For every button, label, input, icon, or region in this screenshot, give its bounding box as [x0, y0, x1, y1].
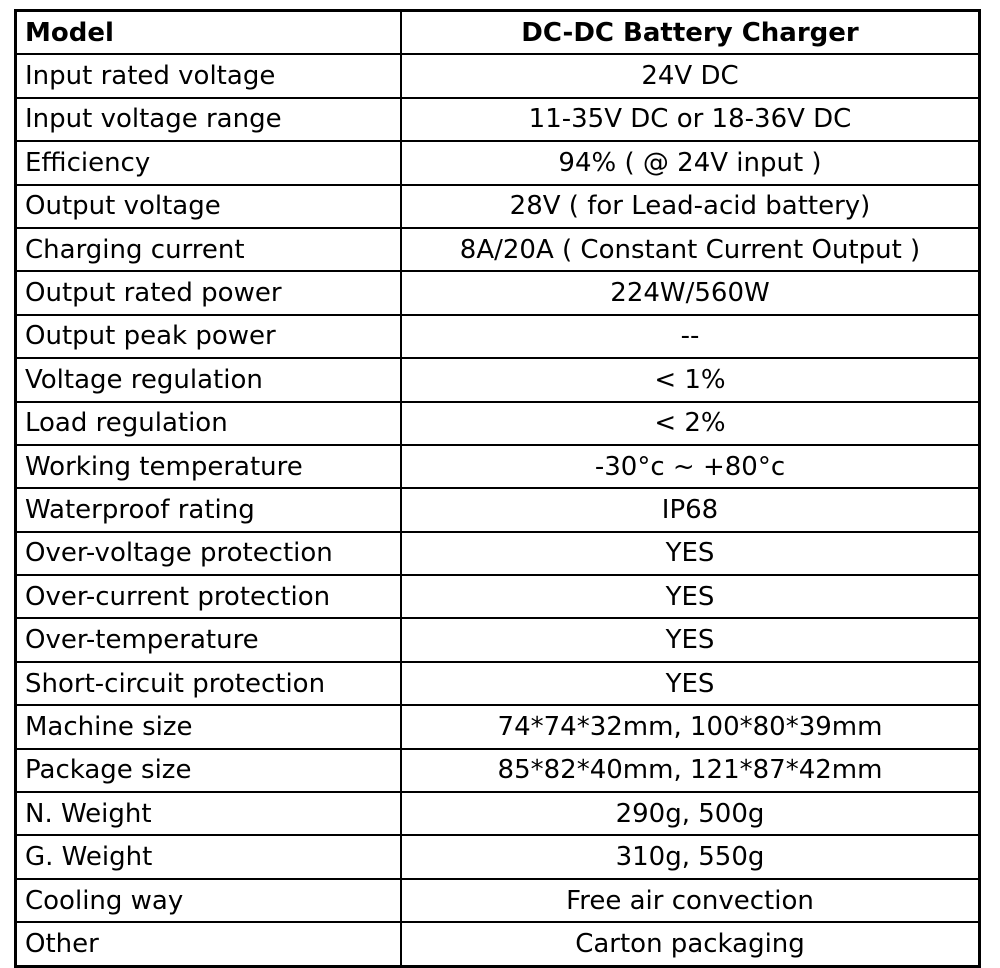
spec-label: Charging current: [16, 228, 402, 271]
spec-header-row: [16, 11, 980, 55]
spec-value: 85*82*40mm, 121*87*42mm: [401, 749, 980, 792]
spec-value: Carton packaging: [401, 922, 980, 966]
spec-value: YES: [401, 532, 980, 575]
spec-label: Other: [16, 922, 402, 966]
spec-label: Output peak power: [16, 315, 402, 358]
spec-row: [16, 575, 980, 618]
spec-value: 74*74*32mm, 100*80*39mm: [401, 705, 980, 748]
spec-value: Free air convection: [401, 879, 980, 922]
spec-value: YES: [401, 662, 980, 705]
spec-label: Package size: [16, 749, 402, 792]
spec-label: Over-temperature: [16, 618, 402, 661]
spec-label: Cooling way: [16, 879, 402, 922]
spec-label: Machine size: [16, 705, 402, 748]
spec-value: 11-35V DC or 18-36V DC: [401, 98, 980, 141]
spec-value: 28V ( for Lead-acid battery): [401, 185, 980, 228]
spec-label: Input rated voltage: [16, 54, 402, 97]
spec-row: [16, 488, 980, 531]
spec-row: [16, 141, 980, 184]
spec-row: [16, 792, 980, 835]
spec-value: 24V DC: [401, 54, 980, 97]
spec-value: --: [401, 315, 980, 358]
spec-row: [16, 662, 980, 705]
spec-value: < 1%: [401, 358, 980, 401]
spec-label: Over-current protection: [16, 575, 402, 618]
spec-row: [16, 835, 980, 878]
spec-row: [16, 749, 980, 792]
spec-row: [16, 445, 980, 488]
spec-label: Output rated power: [16, 271, 402, 314]
spec-row: [16, 705, 980, 748]
spec-header-label: Model: [16, 11, 402, 55]
spec-label: Voltage regulation: [16, 358, 402, 401]
spec-label: Over-voltage protection: [16, 532, 402, 575]
spec-label: Output voltage: [16, 185, 402, 228]
spec-label: Waterproof rating: [16, 488, 402, 531]
spec-row: [16, 271, 980, 314]
spec-row: [16, 402, 980, 445]
spec-label: Efficiency: [16, 141, 402, 184]
spec-row: [16, 618, 980, 661]
spec-value: -30°c ~ +80°c: [401, 445, 980, 488]
spec-value: IP68: [401, 488, 980, 531]
spec-label: Short-circuit protection: [16, 662, 402, 705]
spec-value: 8A/20A ( Constant Current Output ): [401, 228, 980, 271]
spec-row: [16, 228, 980, 271]
spec-value: YES: [401, 618, 980, 661]
spec-row: [16, 532, 980, 575]
spec-value: YES: [401, 575, 980, 618]
spec-row: [16, 879, 980, 922]
spec-table: [14, 9, 981, 968]
spec-value: 94% ( @ 24V input ): [401, 141, 980, 184]
spec-label: Load regulation: [16, 402, 402, 445]
spec-label: G. Weight: [16, 835, 402, 878]
spec-row: [16, 185, 980, 228]
spec-label: Input voltage range: [16, 98, 402, 141]
spec-label: N. Weight: [16, 792, 402, 835]
spec-row: [16, 358, 980, 401]
spec-value: 224W/560W: [401, 271, 980, 314]
spec-value: 310g, 550g: [401, 835, 980, 878]
spec-table-body: [16, 11, 980, 967]
spec-row: [16, 315, 980, 358]
spec-value: 290g, 500g: [401, 792, 980, 835]
spec-row: [16, 922, 980, 966]
spec-row: [16, 98, 980, 141]
spec-header-value: DC-DC Battery Charger: [401, 11, 980, 55]
spec-row: [16, 54, 980, 97]
spec-label: Working temperature: [16, 445, 402, 488]
spec-value: < 2%: [401, 402, 980, 445]
